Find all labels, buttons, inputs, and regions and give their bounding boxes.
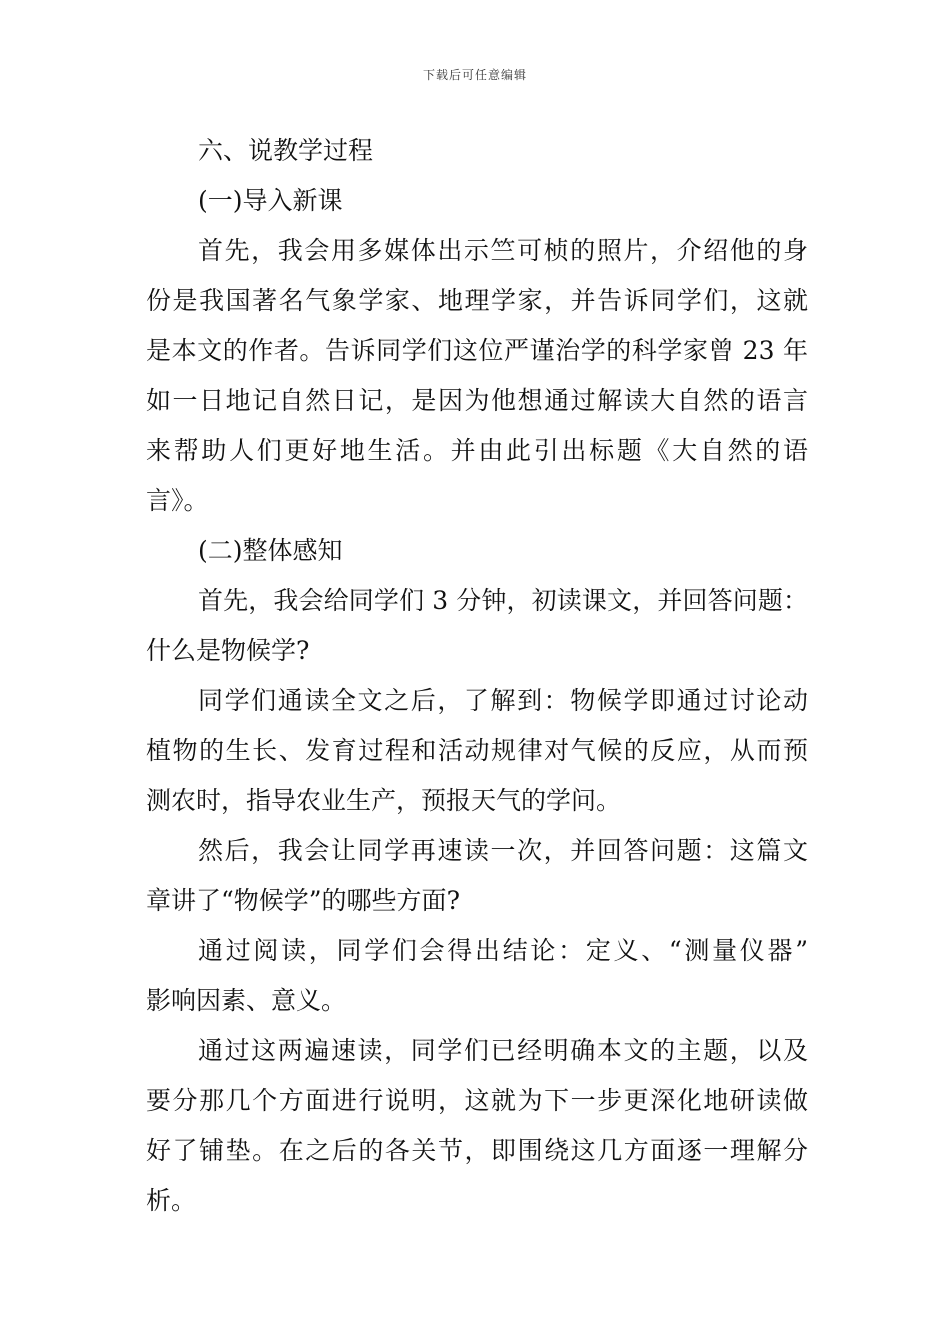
text-line: 如一日地记自然日记，是因为他想通过解读大自然的语言 bbox=[146, 386, 808, 415]
text-line: 同学们通读全文之后，了解到：物候学即通过讨论动 bbox=[198, 686, 808, 715]
header-note: 下载后可任意编辑 bbox=[422, 68, 527, 82]
text-line: 测农时，指导农业生产，预报天气的学问。 bbox=[146, 786, 622, 815]
text-line: 通过这两遍速读，同学们已经明确本文的主题，以及 bbox=[198, 1036, 808, 1065]
text-line: 首先，我会用多媒体出示竺可桢的照片，介绍他的身 bbox=[198, 236, 808, 265]
text-line: 六、说教学过程 bbox=[198, 136, 374, 165]
text-line: 言》。 bbox=[146, 486, 209, 515]
document-body bbox=[146, 126, 808, 1226]
text-line: 首先，我会给同学们 3 分钟，初读课文，并回答问题： bbox=[198, 586, 808, 615]
text-line: 植物的生长、发育过程和活动规律对气候的反应，从而预 bbox=[146, 736, 808, 765]
text-line: 然后，我会让同学再速读一次，并回答问题：这篇文 bbox=[198, 836, 808, 865]
text-line: 好了铺垫。在之后的各关节，即围绕这几方面逐一理解分 bbox=[146, 1136, 808, 1165]
text-line: 要分那几个方面进行说明，这就为下一步更深化地研读做 bbox=[146, 1086, 808, 1115]
text-line: (二)整体感知 bbox=[198, 536, 343, 565]
text-line: 析。 bbox=[146, 1186, 197, 1215]
text-line: 通过阅读，同学们会得出结论：定义、“测量仪器” bbox=[198, 936, 808, 965]
text-line: 什么是物候学? bbox=[146, 636, 310, 665]
text-line: 是本文的作者。告诉同学们这位严谨治学的科学家曾 23 年 bbox=[146, 336, 808, 365]
text-line: 章讲了“物候学”的哪些方面? bbox=[146, 886, 460, 915]
text-line: (一)导入新课 bbox=[198, 186, 343, 215]
text-line: 来帮助人们更好地生活。并由此引出标题《大自然的语 bbox=[146, 436, 808, 465]
text-line: 影响因素、意义。 bbox=[146, 986, 347, 1015]
text-line: 份是我国著名气象学家、地理学家，并告诉同学们，这就 bbox=[146, 286, 808, 315]
